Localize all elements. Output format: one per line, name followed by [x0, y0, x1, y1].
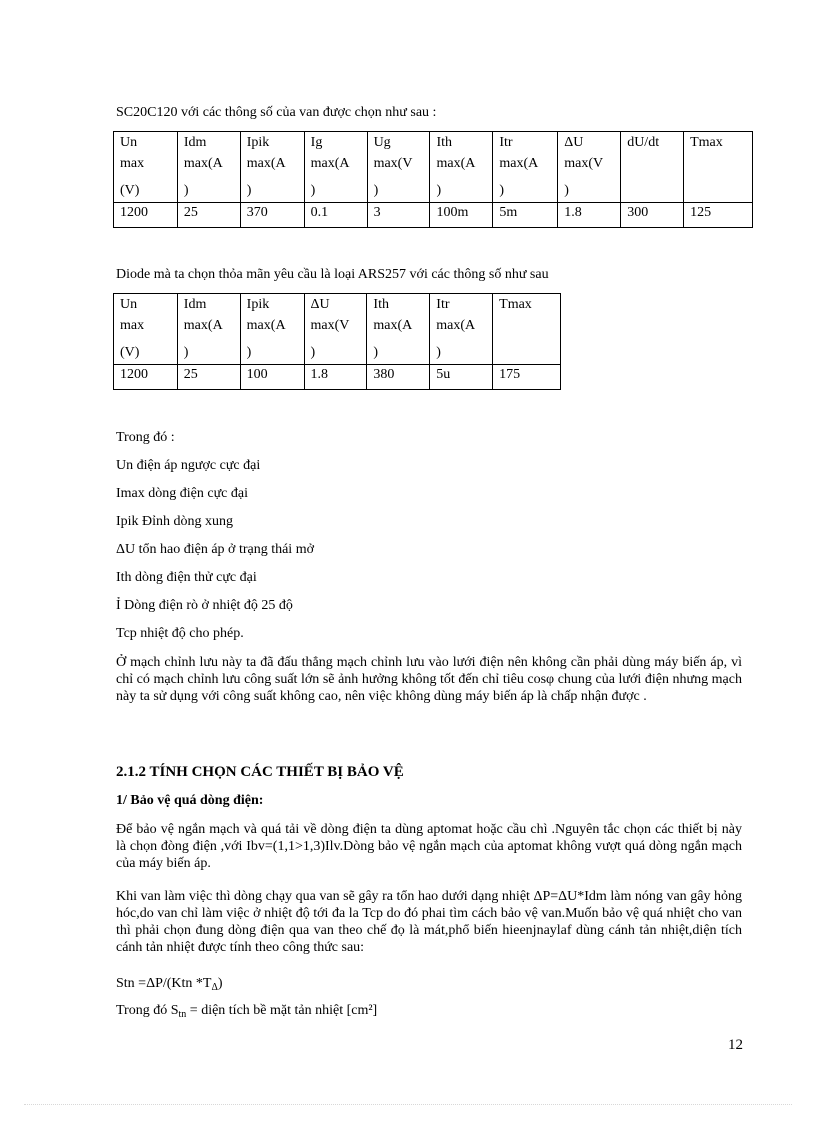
intro-van-text: SC20C120 với các thông số của van được chọn như sau :: [116, 105, 437, 120]
header-cell-line: Tmax: [499, 297, 532, 312]
table-row: [114, 365, 561, 390]
value-cell: 100: [240, 365, 304, 390]
value-cell: 5u: [430, 365, 493, 390]
header-cell-line: Ith: [436, 135, 453, 150]
header-cell-line: max(A: [183, 156, 223, 171]
value-cell: 100m: [430, 203, 493, 228]
intro-diode-text: Diode mà ta chọn thỏa mãn yêu cầu là loại ARS257 với các thông số như sau: [116, 267, 549, 282]
page-border-line: [24, 1104, 792, 1105]
header-cell: [114, 294, 178, 365]
header-cell: [493, 132, 558, 203]
header-cell-line: Un: [120, 297, 138, 312]
legend-item: Un điện áp ngược cực đại: [116, 458, 261, 473]
header-cell-line: (V): [120, 183, 140, 198]
header-cell-line: max(A: [436, 318, 476, 333]
header-cell: [304, 132, 367, 203]
header-cell-line: ): [246, 183, 252, 198]
header-cell-line: max(V: [564, 156, 604, 171]
header-cell: [177, 132, 240, 203]
header-cell-line: ): [183, 345, 189, 360]
header-cell: [621, 132, 684, 203]
header-cell-line: max(V: [373, 156, 413, 171]
paragraph-heat: Khi van làm việc thì dòng chạy qua van sẽ gây ra tổn hao dưới dạng nhiệt ΔP=ΔU*Idm làm nóng van gây hỏng hóc,do van chỉ làm việc ở nhiệt độ tới đa la Tcp do đó phai tìm cách bảo vệ van.Muốn bảo vệ quá nhiệt cho van thì phải chọn đung dòng điện qua van theo chế đọ là mát,phổ biến hieenjnaylaf dùng cánh tản nhiệt,diện tích cánh tản nhiệt được tính theo công thức sau:: [116, 889, 742, 955]
header-cell-line: ΔU: [564, 135, 584, 150]
header-cell: [367, 132, 430, 203]
header-cell: [240, 294, 304, 365]
value-cell: 25: [177, 365, 240, 390]
header-cell-line: ): [436, 345, 441, 360]
legend-item: ΔU tổn hao điện áp ở trạng thái mở: [116, 542, 314, 557]
header-cell: [304, 294, 367, 365]
header-cell-line: Ig: [310, 135, 323, 150]
table-header-row: [114, 294, 561, 365]
header-cell-line: Tmax: [690, 135, 723, 150]
value-cell: 5m: [493, 203, 558, 228]
page-number: 12: [728, 1037, 743, 1053]
sub-heading: 1/ Bảo vệ quá dòng điện:: [116, 793, 264, 808]
header-cell-line: max(A: [373, 318, 413, 333]
header-cell: [177, 294, 240, 365]
value-cell: 1.8: [558, 203, 621, 228]
legend-item: Ipik Đỉnh dòng xung: [116, 514, 234, 529]
value-cell: 1200: [114, 203, 178, 228]
heat-formula: [116, 976, 223, 993]
header-cell-line: max(A: [246, 318, 286, 333]
header-cell-line: ): [246, 345, 252, 360]
header-cell-line: Itr: [436, 297, 450, 312]
paragraph-rectifier: Ở mạch chỉnh lưu này ta đã đấu thẳng mạch chỉnh lưu vào lưới điện nên không cần phải dùng máy biến áp, vì chỉ có mạch chỉnh lưu công suất lớn sẽ ảnh hưởng không tốt đến chỉ tiêu cosφ chung của lưới điện nhưng mạch này ta sử dụng với công suất không cao, nên việc không dùng máy biến áp là chấp nhận được .: [116, 655, 742, 704]
header-cell-line: ): [183, 183, 189, 198]
header-cell-line: max(A: [499, 156, 539, 171]
header-cell-line: max: [120, 318, 145, 333]
header-cell-line: max: [120, 156, 145, 171]
legend-item: Ỉ Dòng điện rò ở nhiệt độ 25 độ: [116, 598, 293, 613]
value-cell: 3: [367, 203, 430, 228]
paragraph-protection: Để bảo vệ ngắn mạch và quá tải về dòng điện ta dùng aptomat hoặc cầu chì .Nguyên tắc chọn các thiết bị này là chọn đòng điện ,với Ibv=(1,1>1,3)Ilv.Dòng bảo vệ ngắn mạch của aptomat không vượt quá dòng ngắn mạch của máy biến áp.: [116, 822, 742, 871]
value-cell: 1.8: [304, 365, 367, 390]
header-cell-line: Ipik: [246, 135, 270, 150]
header-cell-line: max(V: [310, 318, 350, 333]
value-cell: 25: [177, 203, 240, 228]
header-cell: [684, 132, 753, 203]
header-cell-line: dU/dt: [627, 135, 660, 150]
header-cell-line: ): [499, 183, 505, 198]
header-cell-line: Idm: [183, 135, 207, 150]
header-cell-line: ): [310, 345, 316, 360]
definition-subscript: tn: [178, 1009, 187, 1020]
table-header-row: [114, 132, 753, 203]
value-cell: 300: [621, 203, 684, 228]
header-cell-line: Ith: [373, 297, 389, 312]
formula-subscript: Δ: [211, 982, 218, 993]
header-cell-line: ): [310, 183, 316, 198]
header-cell-line: ): [373, 345, 379, 360]
header-cell-line: Ipik: [246, 297, 270, 312]
header-cell-line: max(A: [183, 318, 223, 333]
formula-main: Stn =ΔP/(Ktn *T: [116, 976, 212, 991]
definition-text: = diện tích bề mặt tản nhiệt [cm²]: [186, 1003, 378, 1018]
diode-spec-table: [113, 293, 561, 390]
header-cell-line: Un: [120, 135, 138, 150]
value-cell: 175: [493, 365, 561, 390]
table-row: [114, 203, 753, 228]
header-cell-line: max(A: [436, 156, 476, 171]
definition-lead: Trong đó S: [116, 1003, 179, 1018]
value-cell: 380: [367, 365, 430, 390]
value-cell: 1200: [114, 365, 178, 390]
value-cell: 0.1: [304, 203, 367, 228]
header-cell-line: max(A: [310, 156, 350, 171]
formula-close: ): [217, 976, 223, 991]
value-cell: 125: [684, 203, 753, 228]
header-cell-line: max(A: [246, 156, 286, 171]
header-cell: [114, 132, 178, 203]
header-cell-line: Idm: [183, 297, 207, 312]
header-cell-line: ): [373, 183, 379, 198]
section-heading: 2.1.2 TÍNH CHỌN CÁC THIẾT BỊ BẢO VỆ: [116, 764, 404, 780]
legend-item: Ith dòng điện thử cực đại: [116, 570, 257, 585]
legend-item: Imax dòng điện cực đại: [116, 486, 248, 501]
area-definition: [116, 1003, 377, 1020]
header-cell-line: Itr: [499, 135, 513, 150]
header-cell-line: ): [564, 183, 569, 198]
legend-item: Trong đó :: [116, 430, 175, 445]
header-cell: [558, 132, 621, 203]
header-cell-line: Ug: [373, 135, 391, 150]
header-cell-line: ΔU: [310, 297, 330, 312]
header-cell: [430, 294, 493, 365]
header-cell: [493, 294, 561, 365]
header-cell: [430, 132, 493, 203]
legend-item: Tcp nhiệt độ cho phép.: [116, 626, 244, 641]
header-cell-line: ): [436, 183, 442, 198]
header-cell: [240, 132, 304, 203]
header-cell-line: (V): [120, 345, 140, 360]
value-cell: 370: [240, 203, 304, 228]
van-spec-table: [113, 131, 753, 228]
header-cell: [367, 294, 430, 365]
